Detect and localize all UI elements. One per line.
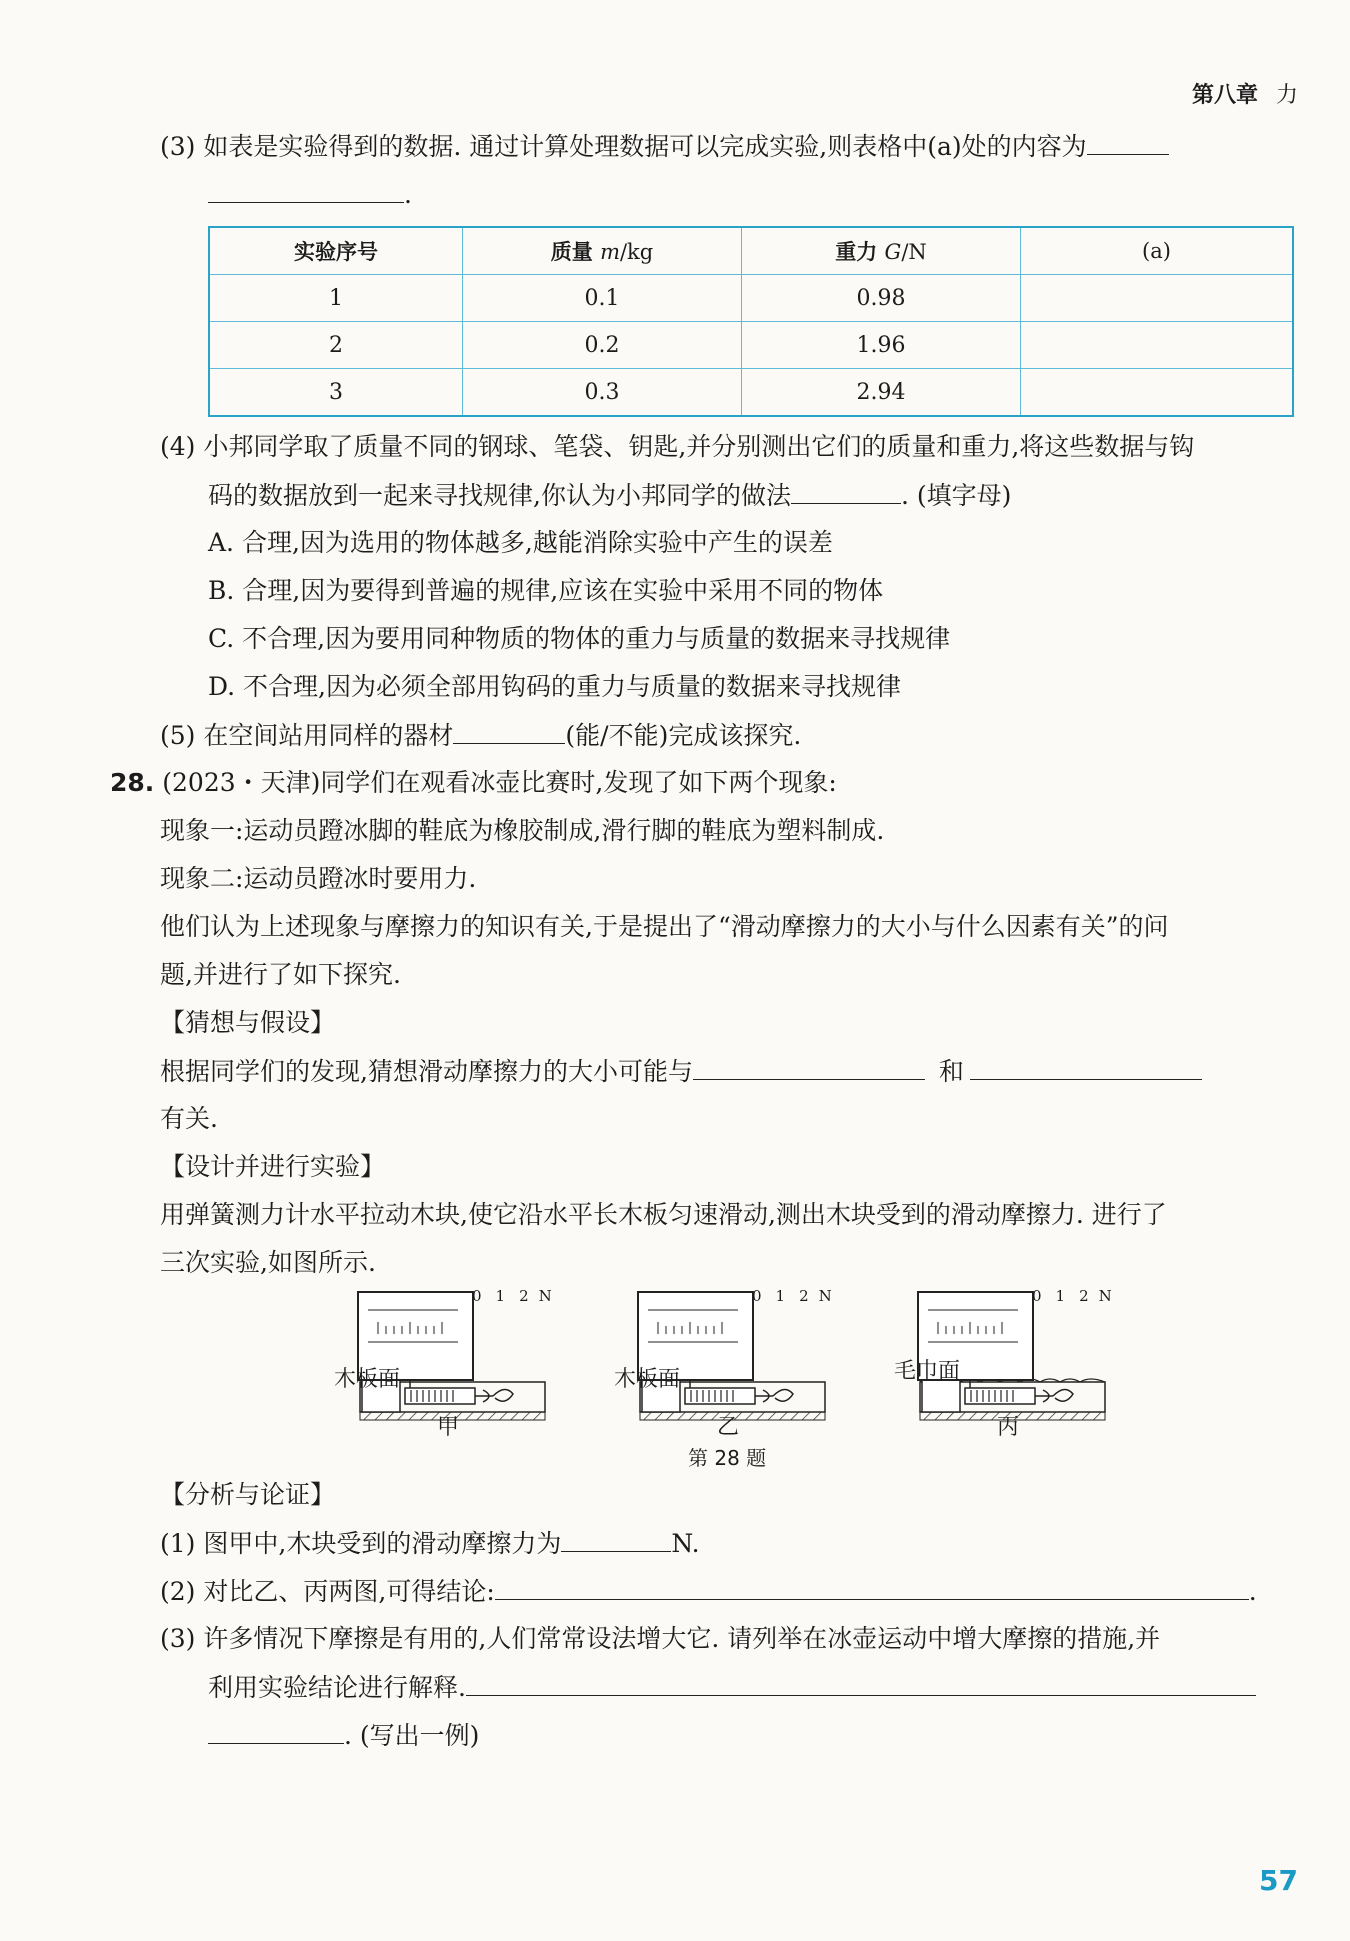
panel-label-jia: 甲 bbox=[437, 1415, 460, 1440]
section-guess-heading: 【猜想与假设】 bbox=[160, 1008, 336, 1037]
table-row: 2 0.2 1.96 bbox=[209, 322, 1293, 369]
surface-label-bing: 毛巾面 bbox=[894, 1359, 961, 1384]
figure-caption: 第 28 题 bbox=[688, 1446, 767, 1470]
option-d[interactable]: D. 不合理,因为必须全部用钩码的重力与质量的数据来寻找规律 bbox=[208, 672, 901, 701]
analysis-3-line2: 利用实验结论进行解释. bbox=[208, 1663, 1256, 1712]
panel-yi bbox=[638, 1292, 825, 1420]
meter-scale-jia: 0 1 2 N bbox=[472, 1287, 552, 1305]
analysis-3-line3: . (写出一例) bbox=[208, 1711, 479, 1760]
col-header-a: (a) bbox=[1021, 227, 1294, 275]
col-header-mass: 质量 m/kg bbox=[463, 227, 742, 275]
table-row: 3 0.3 2.94 bbox=[209, 369, 1293, 417]
col-header-index: 实验序号 bbox=[209, 227, 463, 275]
chapter-title: 力 bbox=[1275, 83, 1298, 108]
answer-blank[interactable] bbox=[466, 1663, 1256, 1696]
question-number: 28. bbox=[110, 768, 155, 797]
answer-blank[interactable] bbox=[495, 1567, 1249, 1600]
analysis-2: (2) 对比乙、丙两图,可得结论: . bbox=[160, 1567, 1257, 1616]
q27-part4-line2: 码的数据放到一起来寻找规律,你认为小邦同学的做法 . (填字母) bbox=[208, 471, 1011, 520]
option-a[interactable]: A. 合理,因为选用的物体越多,越能消除实验中产生的误差 bbox=[208, 528, 833, 557]
section-analysis-heading: 【分析与论证】 bbox=[160, 1480, 336, 1509]
option-b[interactable]: B. 合理,因为要得到普遍的规律,应该在实验中采用不同的物体 bbox=[208, 576, 884, 605]
answer-blank[interactable] bbox=[970, 1047, 1202, 1080]
q27-part4-line1: (4) 小邦同学取了质量不同的钢球、笔袋、钥匙,并分别测出它们的质量和重力,将这些数据与钩 bbox=[160, 432, 1195, 461]
meter-scale-yi: 0 1 2 N bbox=[752, 1287, 832, 1305]
section-design-heading: 【设计并进行实验】 bbox=[160, 1152, 386, 1181]
answer-blank[interactable] bbox=[693, 1047, 925, 1080]
phenomenon-2: 现象二:运动员蹬冰时要用力. bbox=[160, 864, 477, 893]
answer-blank[interactable] bbox=[208, 170, 404, 203]
answer-blank[interactable] bbox=[208, 1711, 344, 1744]
part3-text: 如表是实验得到的数据. 通过计算处理数据可以完成实验,则表格中(a)处的内容为 bbox=[203, 132, 1087, 161]
part-number: (3) bbox=[160, 132, 196, 161]
table-cell-blank[interactable] bbox=[1021, 322, 1294, 369]
chapter-header bbox=[1192, 78, 1298, 109]
table-row: 1 0.1 0.98 bbox=[209, 275, 1293, 322]
paragraph-1b: 题,并进行了如下探究. bbox=[160, 960, 401, 989]
guess-line: 根据同学们的发现,猜想滑动摩擦力的大小可能与 和 bbox=[160, 1047, 1202, 1096]
part-number: (3) bbox=[160, 1624, 196, 1653]
panel-label-bing: 丙 bbox=[997, 1415, 1020, 1440]
analysis-1: (1) 图甲中,木块受到的滑动摩擦力为 N. bbox=[160, 1519, 700, 1568]
surface-label-yi: 木板面 bbox=[614, 1367, 681, 1392]
surface-label-jia: 木板面 bbox=[334, 1367, 401, 1392]
table-cell-blank[interactable] bbox=[1021, 369, 1294, 417]
data-table bbox=[208, 226, 1294, 417]
analysis-3-line1: (3) 许多情况下摩擦是有用的,人们常常设法增大它. 请列举在冰壶运动中增大摩擦的措施,并 bbox=[160, 1624, 1161, 1653]
meter-scale-bing: 0 1 2 N bbox=[1032, 1287, 1112, 1305]
col-header-gravity: 重力 G/N bbox=[742, 227, 1021, 275]
part-number: (4) bbox=[160, 432, 196, 461]
option-c[interactable]: C. 不合理,因为要用同种物质的物体的重力与质量的数据来寻找规律 bbox=[208, 624, 951, 653]
q27-part3 bbox=[160, 122, 1169, 171]
part-number: (1) bbox=[160, 1529, 196, 1558]
answer-blank[interactable] bbox=[561, 1519, 671, 1552]
paragraph-1: 他们认为上述现象与摩擦力的知识有关,于是提出了“滑动摩擦力的大小与什么因素有关”的问 bbox=[160, 912, 1169, 941]
answer-blank[interactable] bbox=[1087, 122, 1169, 155]
table-cell-blank[interactable] bbox=[1021, 275, 1294, 322]
panel-label-yi: 乙 bbox=[717, 1415, 740, 1440]
phenomenon-1: 现象一:运动员蹬冰脚的鞋底为橡胶制成,滑行脚的鞋底为塑料制成. bbox=[160, 816, 885, 845]
answer-blank[interactable] bbox=[791, 471, 901, 504]
design-line-1: 用弹簧测力计水平拉动木块,使它沿水平长木板匀速滑动,测出木块受到的滑动摩擦力. 进行了 bbox=[160, 1200, 1167, 1229]
guess-line-end: 有关. bbox=[160, 1104, 218, 1133]
chapter-label: 第八章 bbox=[1191, 83, 1258, 108]
q28-intro: 28. (2023・天津)同学们在观看冰壶比赛时,发现了如下两个现象: bbox=[110, 768, 837, 797]
answer-blank[interactable] bbox=[453, 711, 565, 744]
q27-part3-line2: . bbox=[208, 170, 412, 219]
part-number: (5) bbox=[160, 721, 196, 750]
q27-part5: (5) 在空间站用同样的器材 (能/不能)完成该探究. bbox=[160, 711, 801, 760]
page-number: 57 bbox=[1259, 1864, 1298, 1897]
design-line-2: 三次实验,如图所示. bbox=[160, 1248, 376, 1277]
table-header-row bbox=[209, 227, 1293, 275]
part-number: (2) bbox=[160, 1577, 196, 1606]
panel-jia bbox=[358, 1292, 545, 1420]
